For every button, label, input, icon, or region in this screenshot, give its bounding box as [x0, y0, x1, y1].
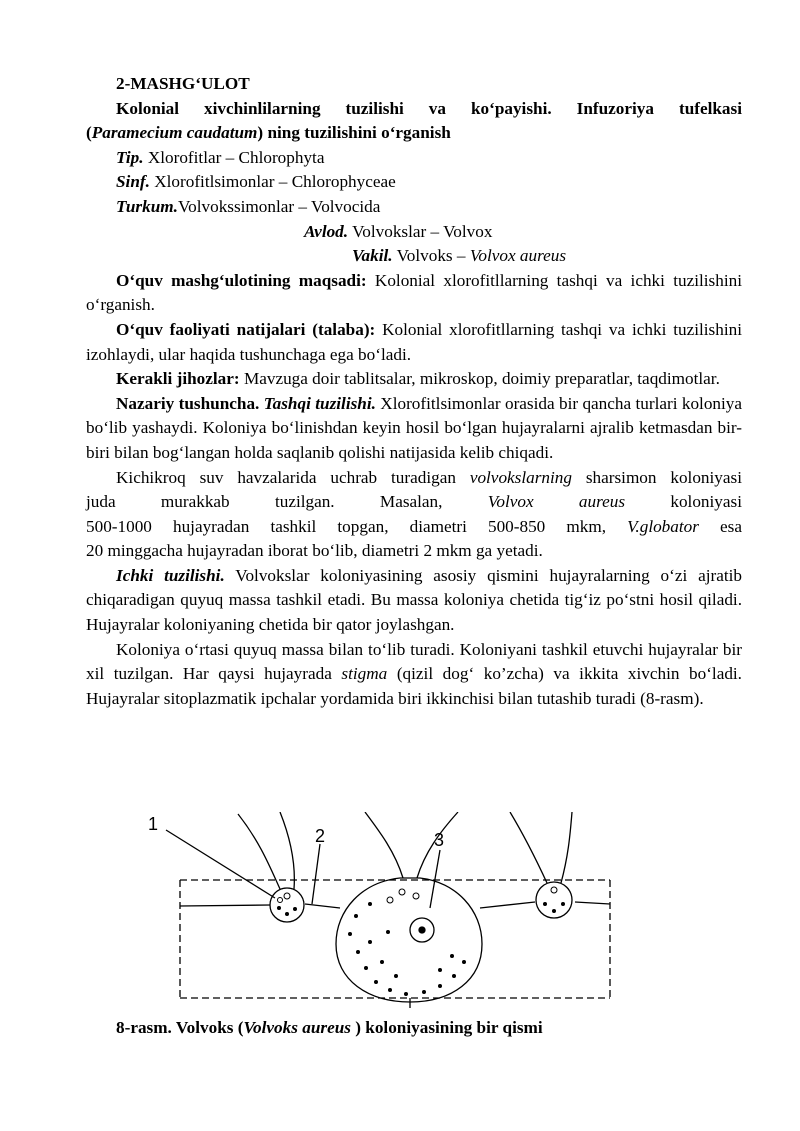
- label-1: 1: [148, 814, 159, 834]
- taxonomy-sinf: Sinf. Xlorofitlsimonlar – Chlorophyceae: [116, 172, 396, 192]
- strand-middle-left: [305, 904, 340, 908]
- strand-left: [180, 905, 270, 906]
- strand-middle-right: [480, 902, 535, 908]
- results-paragraph: O‘quv faoliyati natijalari (talaba): Kolonial xlorofitllarning tashqi va ichki tuzilishini izohlaydi, ular haqida tushunchaga ega bo‘ladi.: [86, 319, 742, 364]
- taxonomy-vakil: Vakil. Volvoks – Volvox aureus: [352, 246, 567, 266]
- volvox-diagram: [140, 812, 640, 1012]
- document-body: [86, 72, 742, 711]
- small-ponds-line-3: 500-1000 hujayradan tashkil topgan, diametri 500-850 mkm, V.globator esa: [86, 516, 742, 536]
- leader-1: [166, 830, 275, 898]
- taxonomy-avlod: Avlod. Volvokslar – Volvox: [304, 221, 493, 241]
- heading: 2-MASHG‘ULOT: [116, 74, 250, 93]
- colony-paragraph: Koloniya o‘rtasi quyuq massa bilan to‘lib turadi. Koloniyani tashkil etuvchi hujayralar bir xil tuzilgan. Har qaysi hujayrada stigma (qizil dog‘ ko’zcha) va ikkita xivchin bo‘ladi. Hujayralar sitoplazmatik ipchalar yordamida biri ikkinchisi bilan tutashib turadi (8-rasm).: [86, 639, 742, 708]
- flagellum-right-b: [561, 812, 572, 883]
- label-2: 2: [315, 826, 326, 846]
- label-3: 3: [434, 830, 445, 850]
- goal-paragraph: O‘quv mashg‘ulotining maqsadi: Kolonial xlorofitllarning tashqi va ichki tuzilishini o‘rganish.: [86, 270, 742, 315]
- topic-line-2: (Paramecium caudatum) ning tuzilishini o‘rganish: [86, 123, 451, 143]
- large-cell: [336, 878, 482, 1002]
- topic-line-1: Kolonial xivchinlilarning tuzilishi va ko‘payishi. Infuzoriya tufelkasi: [116, 98, 742, 118]
- taxonomy-tip: Tip. Xlorofitlar – Chlorophyta: [116, 147, 325, 167]
- taxonomy-turkum: Turkum.Volvokssimonlar – Volvocida: [116, 196, 381, 216]
- flagellum-right-a: [510, 812, 547, 883]
- figure-caption: 8-rasm. Volvoks (Volvoks aureus ) koloniyasining bir qismi: [116, 1018, 543, 1037]
- flagellum-left-a: [238, 814, 280, 889]
- nucleolus: [419, 927, 425, 933]
- flagellum-large-a: [365, 812, 403, 878]
- leader-3: [430, 850, 440, 908]
- small-ponds-line-4: 20 minggacha hujayradan iborat bo‘lib, diametri 2 mkm ga yetadi.: [86, 541, 543, 561]
- equipment-paragraph: Kerakli jihozlar: Mavzuga doir tablitsalar, mikroskop, doimiy preparatlar, taqdimotlar.: [116, 369, 720, 389]
- small-ponds-line-2: juda murakkab tuzilgan. Masalan, Volvox aureus koloniyasi: [86, 492, 742, 512]
- flagellum-left-b: [280, 812, 294, 889]
- internal-paragraph: Ichki tuzilishi. Volvokslar koloniyasining asosiy qismini hujayralarning o‘zi ajratib chiqaradigan quyuq massa tashkil etadi. Bu massa koloniya chetida tig‘iz po‘stni hosil qiladi. Hujayralar koloniyaning chetida bir qator joylashgan.: [86, 565, 742, 635]
- small-ponds-line-1: Kichikroq suv havzalarida uchrab turadigan volvokslarning sharsimon koloniyasi: [116, 467, 742, 487]
- theory-paragraph: Nazariy tushuncha. Tashqi tuzilishi. Xlorofitlsimonlar orasida bir qancha turlari koloniya bo‘lib yashaydi. Koloniya bo‘linishdan keyin hosil bo‘lgan hujayralarni ajralib ketmasdan bir-biri bilan bog‘langan holda saqlanib qolishi natijasida kelib chiqadi.: [86, 393, 743, 462]
- volvox-figure: [140, 812, 640, 1012]
- strand-right: [575, 902, 610, 904]
- leader-2: [312, 844, 320, 904]
